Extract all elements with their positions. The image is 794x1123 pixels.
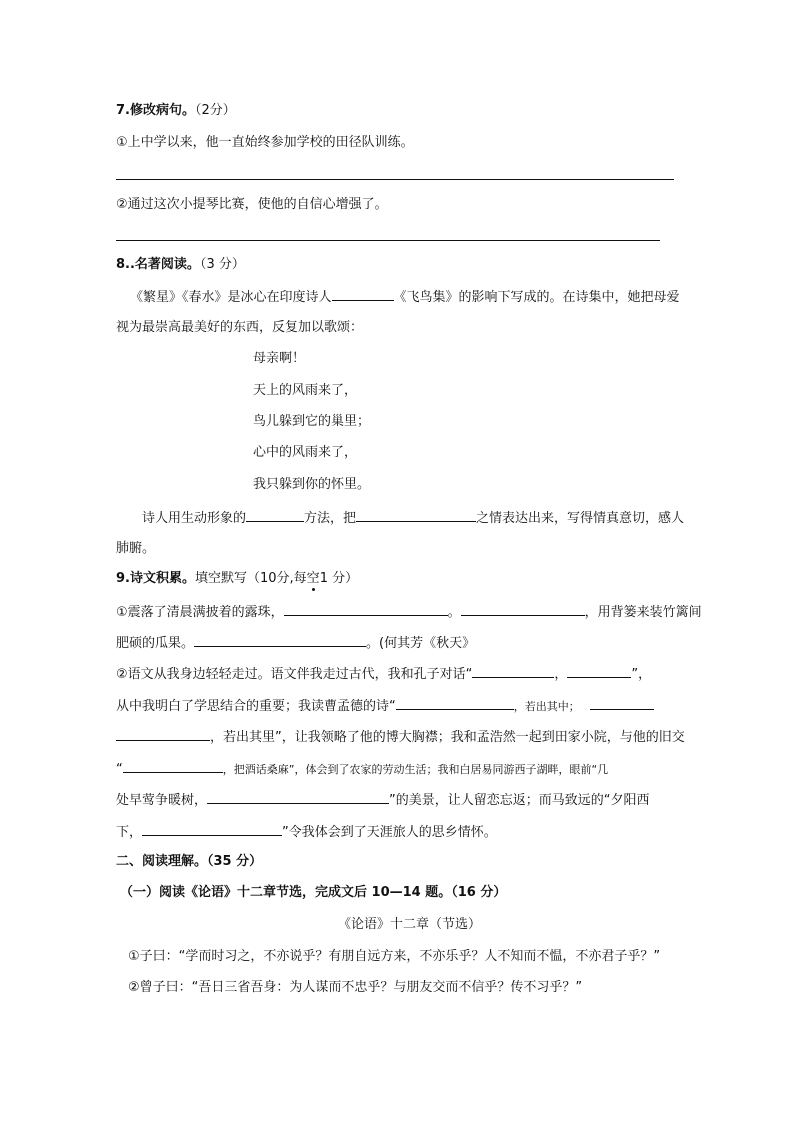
q9-line-7-text-a: 处早莺争暖树， [116, 793, 208, 808]
passage-title: 《论语》十二章（节选） [338, 917, 482, 932]
q8-line-1-text-a: 《繁星》《春水》是冰心在印度诗人 [130, 290, 332, 305]
poem-line-1: 母亲啊！ [253, 351, 306, 366]
q9-instructions-dot: 空 [306, 571, 320, 586]
q9-instructions-b: 1 分） [319, 571, 359, 586]
q9-blank-2[interactable] [461, 602, 585, 616]
q7-sentence-1: ①上中学以来，他一直始终参加学校的田径队训练。 [116, 135, 414, 150]
q9-line-7 [116, 790, 650, 810]
q7-score: （2分） [194, 103, 236, 118]
q9-instructions-a: 填空默写（10分,每 [194, 571, 307, 586]
q9-blank-4[interactable] [472, 664, 554, 678]
q8-blank-emotion[interactable] [356, 508, 476, 522]
q9-line-1-text-a: ①震落了清晨满披着的露珠， [116, 605, 284, 620]
q9-line-5-text: ，若出其里”，让我领略了他的博大胸襟；我和孟浩然一起到田家小院，与他的旧交 [210, 730, 685, 745]
q9-line-2 [116, 633, 475, 653]
q9-blank-10[interactable] [142, 822, 282, 836]
poem-line-4: 心中的风雨来了， [253, 445, 358, 460]
q9-line-3 [116, 664, 651, 684]
q9-blank-7a[interactable] [590, 696, 654, 710]
q9-heading [116, 570, 358, 588]
q8-heading [116, 256, 245, 274]
q9-line-8-text-b: ”令我体会到了天涯旅人的思乡情怀。 [282, 825, 497, 840]
q9-line-4-text-b: ，若出其中； [513, 700, 580, 713]
q8-line-3-text-a: 诗人用生动形象的 [142, 511, 247, 526]
q7-answer-line-1[interactable] [116, 179, 674, 180]
q9-line-3-text-c: ”， [631, 667, 652, 682]
q9-line-6 [116, 759, 608, 779]
q9-line-7-text-b: ”的美景，让人留恋忘返；而马致远的“夕阳西 [389, 793, 650, 808]
poem-line-5: 我只躲到你的怀里。 [253, 477, 371, 492]
q7-answer-line-2[interactable] [116, 240, 660, 241]
q9-blank-1[interactable] [284, 602, 448, 616]
q7-sentence-2: ②通过这次小提琴比赛，使他的自信心增强了。 [116, 197, 388, 212]
q9-line-1-text-c: ，用背篓来装竹篱间 [584, 605, 702, 620]
q8-line-4: 肺腑。 [116, 541, 156, 556]
passage-para-2: ②曾子曰：“吾日三省吾身：为人谋而不忠乎？与朋友交而不信乎？传不习乎？” [128, 980, 583, 995]
section-2-title: 二、阅读理解。（35 分） [116, 854, 263, 869]
q9-title: 9.诗文积累。 [116, 571, 195, 586]
q8-blank-poet[interactable] [332, 287, 394, 301]
q8-title: 8..名著阅读。 [116, 257, 200, 272]
q9-line-1-text-b: 。 [447, 605, 461, 620]
part-1-title: （一）阅读《论语》十二章节选，完成文后 10—14 题。（16 分） [120, 885, 507, 900]
q9-line-1 [116, 602, 702, 622]
q9-blank-9[interactable] [207, 790, 389, 804]
q9-blank-8[interactable] [123, 759, 223, 773]
q9-line-5 [116, 727, 685, 747]
q8-line-3-text-c: 之情表达出来，写得情真意切，感人 [476, 511, 685, 526]
poem-line-3: 鸟儿躲到它的巢里； [253, 414, 371, 429]
q8-line-3-text-b: 方法，把 [304, 511, 357, 526]
q9-line-6-text-a: “ [116, 762, 123, 777]
passage-para-1: ①子曰：“学而时习之，不亦说乎？有朋自远方来，不亦乐乎？人不知而不愠，不亦君子乎？” [128, 949, 661, 964]
q9-line-4-text-a: 从中我明白了学思结合的重要；我读曹孟德的诗“ [116, 699, 396, 714]
q8-blank-method[interactable] [246, 508, 304, 522]
q8-line-3 [142, 508, 684, 528]
q9-blank-7b[interactable] [116, 727, 210, 741]
q9-line-2-text-a: 肥硕的瓜果。 [116, 636, 195, 651]
q8-line-1-text-b: 《飞鸟集》的影响下写成的。在诗集中，她把母爱 [393, 290, 680, 305]
q8-line-1 [130, 287, 680, 307]
q9-line-3-text-b: ， [554, 667, 568, 682]
q7-title: 7.修改病句。 [116, 103, 195, 118]
q9-blank-6[interactable] [396, 696, 514, 710]
q9-blank-3[interactable] [194, 633, 366, 647]
q9-line-2-text-b: 。(何其芳《秋天》 [366, 636, 476, 651]
q9-line-8 [116, 822, 497, 842]
q9-line-3-text-a: ②语文从我身边轻轻走过。语文伴我走过古代，我和孔子对话“ [116, 667, 473, 682]
q8-score: （3 分） [199, 257, 245, 272]
q9-line-8-text-a: 下， [116, 825, 143, 840]
poem-line-2: 天上的风雨来了， [253, 383, 358, 398]
q9-line-6-text-b: ，把酒话桑麻”，体会到了农家的劳动生活；我和白居易同游西子湖畔，眼前“几 [222, 763, 609, 776]
q7-heading [116, 102, 236, 120]
q8-line-2: 视为最崇高最美好的东西，反复加以歌颂： [116, 320, 364, 335]
q9-blank-5[interactable] [567, 664, 631, 678]
q9-line-4 [116, 696, 654, 716]
